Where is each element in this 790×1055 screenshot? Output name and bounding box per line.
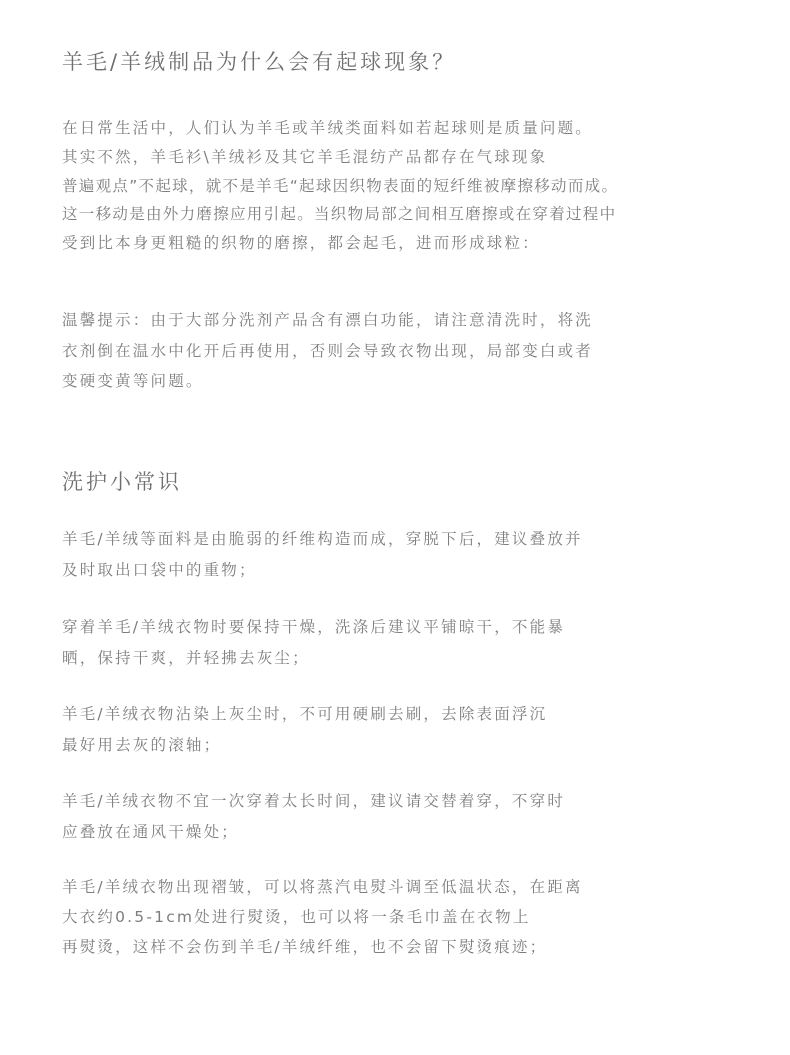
care-tip-line: 晒，保持干爽，并轻拂去灰尘； [62, 649, 310, 667]
pilling-paragraph-line: 受到比本身更粗糙的织物的磨擦，都会起毛，进而形成球粒： [62, 234, 540, 252]
pilling-paragraph-line: 其实不然，羊毛衫\羊绒衫及其它羊毛混纺产品都存在气球现象 [62, 148, 548, 166]
care-tips-heading: 洗护小常识 [62, 470, 182, 494]
care-tip-line: 羊毛/羊绒等面料是由脆弱的纤维构造而成，穿脱下后，建议叠放并 [62, 530, 583, 548]
pilling-paragraph-line: 普遍观点”不起球，就不是羊毛“起球因织物表面的短纤维被摩擦移动而成。 [62, 177, 619, 195]
care-tip-line: 羊毛/羊绒衣物沾染上灰尘时，不可用硬刷去刷，去除表面浮沉 [62, 705, 548, 723]
care-tip-line: 应叠放在通风干燥处； [62, 823, 240, 841]
pilling-paragraph-line: 这一移动是由外力磨擦应用引起。当织物局部之间相互磨擦或在穿着过程中 [62, 205, 617, 223]
washing-notice-line: 衣剂倒在温水中化开后再使用，否则会导致衣物出现，局部变白或者 [62, 342, 594, 360]
pilling-paragraph-line: 在日常生活中，人们认为羊毛或羊绒类面料如若起球则是质量问题。 [62, 119, 594, 137]
care-tip-line: 羊毛/羊绒衣物不宜一次穿着太长时间，建议请交替着穿，不穿时 [62, 792, 566, 810]
care-tip-line: 最好用去灰的滚轴； [62, 736, 222, 754]
care-tip-line: 羊毛/羊绒衣物出现褶皱，可以将蒸汽电熨斗调至低温状态，在距离 [62, 878, 583, 896]
care-tip-line: 穿着羊毛/羊绒衣物时要保持干燥，洗涤后建议平铺晾干，不能暴 [62, 618, 566, 636]
washing-notice-line: 变硬变黄等问题。 [62, 372, 204, 390]
care-tip-line: 大衣约0.5-1cm处进行熨烫，也可以将一条毛巾盖在衣物上 [62, 908, 531, 926]
washing-notice-line: 温馨提示：由于大部分洗剂产品含有漂白功能，请注意清洗时，将洗 [62, 311, 594, 329]
care-tip-line: 及时取出口袋中的重物； [62, 561, 257, 579]
care-tip-line: 再熨烫，这样不会伤到羊毛/羊绒纤维，也不会留下熨烫痕迹； [62, 938, 548, 956]
pilling-question-heading: 羊毛/羊绒制品为什么会有起球现象？ [62, 50, 457, 74]
